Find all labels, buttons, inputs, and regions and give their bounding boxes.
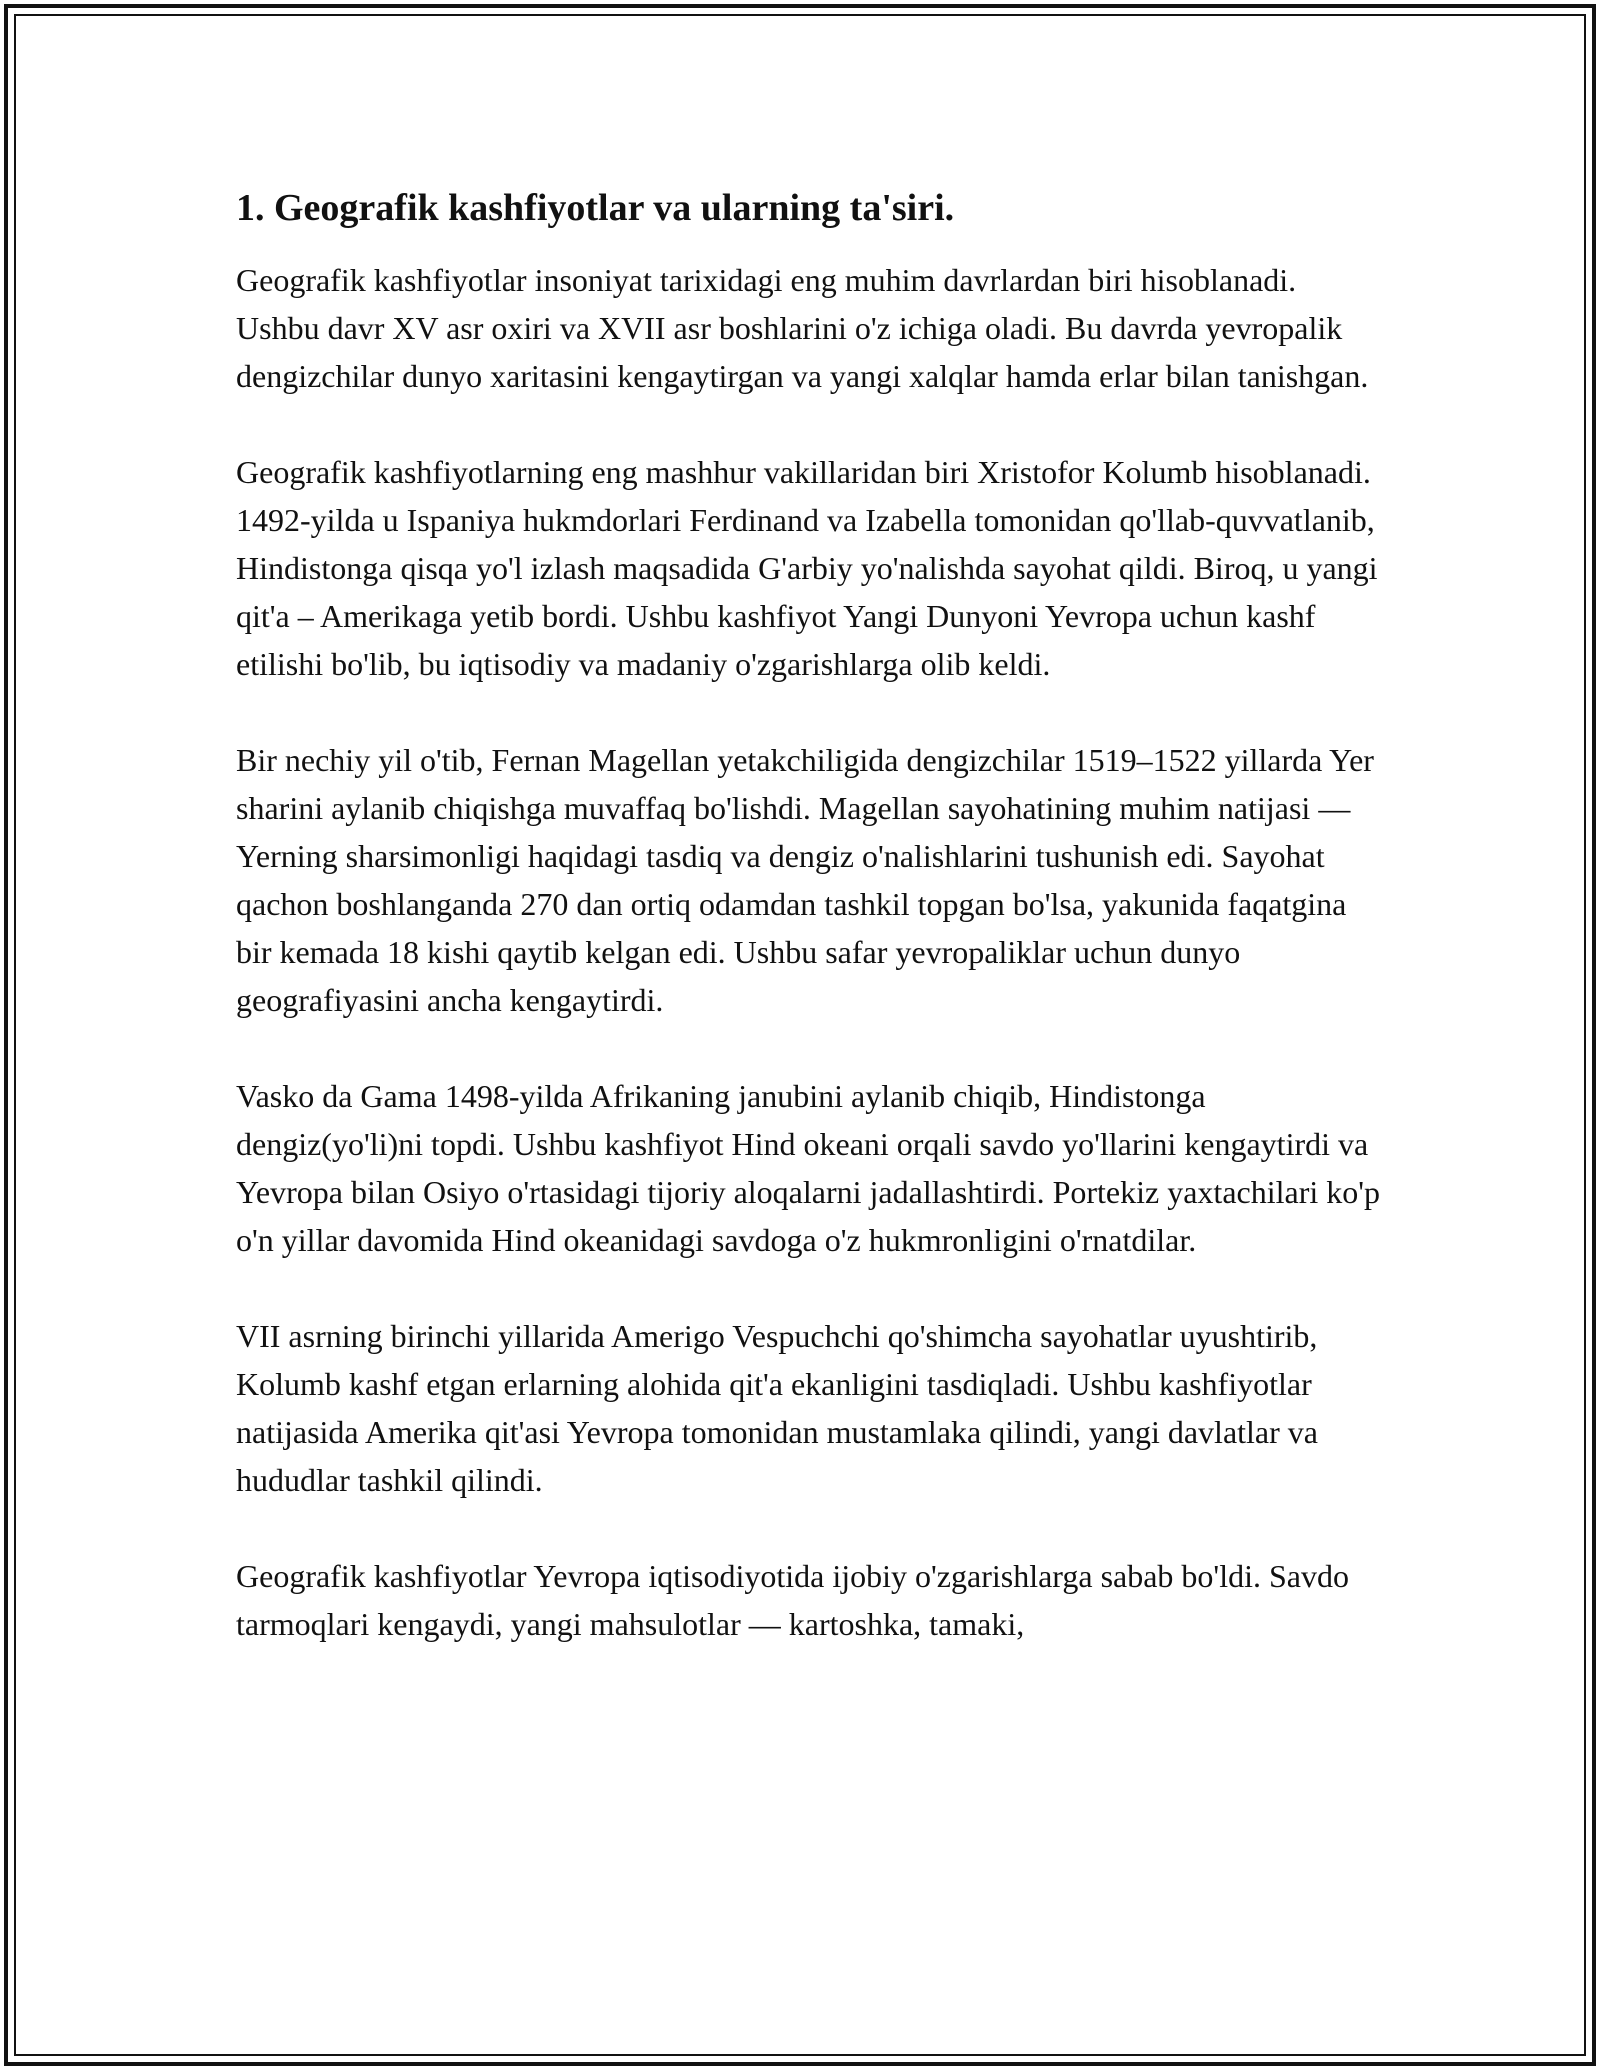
paragraph-economy: Geografik kashfiyotlar Yevropa iqtisodiyotida ijobiy o'zgarishlarga sabab bo'ldi. Savdo tarmoqlari kengaydi, yangi mahsulotlar — kartoshka, tamaki, <box>236 1558 1349 1642</box>
paragraph-magellan: Bir nechiy yil o'tib, Fernan Magellan yetakchiligida dengizchilar 1519–1522 yillarda Yer sharini aylanib chiqishga muvaffaq bo'lishdi. Magellan sayohatining muhim natijasi — Yerning sharsimonligi haqidagi tasdiq va dengiz o'nalishlarini tushunish edi. Sayohat qachon boshlanganda 270 dan ortiq odamdan tashkil topgan bo'lsa, yakunida faqatgina bir kemada 18 kishi qaytib kelgan edi. Ushbu safar yevropaliklar uchun dunyo geografiyasini ancha kengaytirdi. <box>236 742 1374 1018</box>
paragraph-columbus: Geografik kashfiyotlarning eng mashhur vakillaridan biri Xristofor Kolumb hisoblanadi. 1492-yilda u Ispaniya hukmdorlari Ferdinand va Izabella tomonidan qo'llab-quvvatlanib, Hindistonga qisqa yo'l izlash maqsadida G'arbiy yo'nalishda sayohat qildi. Biroq, u yangi qit'a – Amerikaga yetib bordi. Ushbu kashfiyot Yangi Dunyoni Yevropa uchun kashf etilishi bo'lib, bu iqtisodiy va madaniy o'zgarishlarga olib keldi. <box>236 454 1378 682</box>
document-title: 1. Geografik kashfiyotlar va ularning ta'siri. <box>236 187 955 229</box>
paragraph-vespucci: VII asrning birinchi yillarida Amerigo Vespuchchi qo'shimcha sayohatlar uyushtirib, Kolumb kashf etgan erlarning alohida qit'a ekanligini tasdiqladi. Ushbu kashfiyotlar natijasida Amerika qit'asi Yevropa tomonidan mustamlaka qilindi, yangi davlatlar va hududlar tashkil qilindi. <box>236 1318 1318 1498</box>
paragraph-intro: Geografik kashfiyotlar insoniyat tarixidagi eng muhim davrlardan biri hisoblanadi. Ushbu davr XV asr oxiri va XVII asr boshlarini o'z ichiga oladi. Bu davrda yevropalik dengizchilar dunyo xaritasini kengaytirgan va yangi xalqlar hamda erlar bilan tanishgan. <box>236 262 1369 394</box>
document-body <box>236 184 1386 1696</box>
paragraph-vasco-da-gama: Vasko da Gama 1498-yilda Afrikaning janubini aylanib chiqib, Hindistonga dengiz(yo'li)ni topdi. Ushbu kashfiyot Hind okeani orqali savdo yo'llarini kengaytirdi va Yevropa bilan Osiyo o'rtasidagi tijoriy aloqalarni jadallashtirdi. Portekiz yaxtachilari ko'p o'n yillar davomida Hind okeanidagi savdoga o'z hukmronligini o'rnatdilar. <box>236 1078 1381 1258</box>
